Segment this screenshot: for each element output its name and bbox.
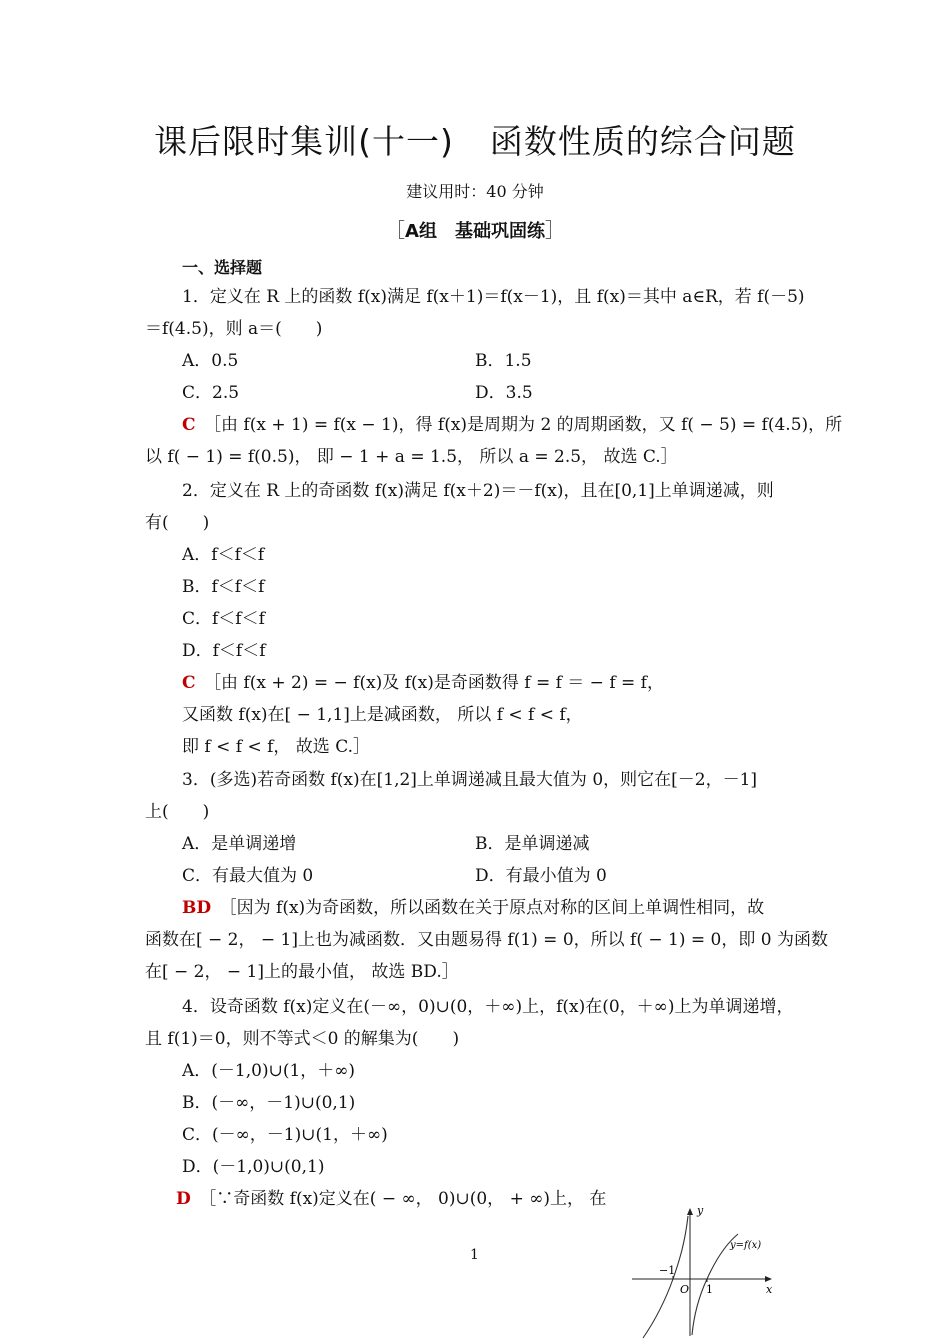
- q1-option-c: C．2.5: [182, 383, 240, 403]
- q4-line1: 4．设奇函数 f(x)定义在(－∞，0)∪(0，＋∞)上，f(x)在(0，＋∞)上为单调递增，: [182, 997, 794, 1017]
- q3-option-d: D．有最小值为 0: [475, 866, 607, 886]
- page-title: [0, 122, 950, 162]
- q2-option-b: B．f＜f＜f: [182, 577, 265, 597]
- q2-line1: 2．定义在 R 上的奇函数 f(x)满足 f(x＋2)＝－f(x)，且在[0,1]上单调递减，则: [182, 481, 774, 501]
- q2-option-d: D．f＜f＜f: [182, 641, 266, 661]
- q2-option-c: C．f＜f＜f: [182, 609, 265, 629]
- q1-option-b: B．1.5: [475, 351, 532, 371]
- q4-option-a: A．(－1,0)∪(1，＋∞): [182, 1061, 356, 1081]
- one-label: 1: [706, 1283, 713, 1296]
- answer-letter: D: [176, 1189, 191, 1209]
- title-topic: 函数性质的综合问题: [489, 122, 796, 161]
- a1-line2: 以 f( − 1) = f(0.5)， 即 − 1 + a = 1.5， 所以 a = 2.5， 故选 C.］: [145, 447, 678, 467]
- a3-line1: [182, 898, 764, 918]
- a3-line3: 在[ − 2， − 1]上的最小值， 故选 BD.］: [145, 962, 459, 982]
- y-axis-arrow: [687, 1208, 693, 1215]
- time-note: 建议用时：40 分钟: [406, 182, 544, 201]
- a3-text1: ［因为 f(x)为奇函数，所以函数在关于原点对称的区间上单调性相同，故: [228, 898, 765, 918]
- q4-option-b: B．(－∞，－1)∪(0,1): [182, 1093, 356, 1113]
- origin-label: O: [680, 1283, 690, 1296]
- x-label: x: [766, 1283, 773, 1296]
- q3-option-c: C．有最大值为 0: [182, 866, 314, 886]
- q1-option-a: A．0.5: [182, 351, 239, 371]
- q2-option-a: A．f＜f＜f: [182, 545, 265, 565]
- y-label: y: [697, 1204, 704, 1217]
- curve-left: [643, 1216, 688, 1338]
- bracket-left: ［: [385, 218, 406, 242]
- q1-option-d: D．3.5: [475, 383, 533, 403]
- answer-letter: C: [182, 415, 196, 435]
- a2-line1: [182, 673, 664, 693]
- q3-option-a: A．是单调递增: [182, 834, 297, 854]
- a2-text1: ［由 f(x + 2) = − f(x)及 f(x)是奇函数得 f = f ＝ − f = f，: [212, 673, 664, 693]
- a2-line2: 又函数 f(x)在[ − 1,1]上是减函数， 所以 f < f < f，: [182, 705, 583, 725]
- q3-option-b: B．是单调递减: [475, 834, 590, 854]
- a2-line3: 即 f < f < f， 故选 C.］: [182, 737, 370, 757]
- page-number: 1: [470, 1247, 479, 1263]
- q2-line2: 有( ): [145, 513, 210, 533]
- section-heading: 一、选择题: [182, 258, 263, 277]
- a3-line2: 函数在[ − 2， − 1]上也为减函数．又由题易得 f(1) = 0，所以 f( − 1) = 0，即 0 为函数: [145, 930, 828, 950]
- title-main: 课后限时集训(十一): [154, 122, 454, 161]
- group-heading: [0, 219, 950, 243]
- a4-line1: [176, 1189, 606, 1209]
- answer-letter: BD: [182, 898, 212, 918]
- bracket-right: ］: [544, 218, 565, 242]
- q4-option-d: D．(－1,0)∪(0,1): [182, 1157, 325, 1177]
- function-graph: [628, 1204, 778, 1340]
- q4-line2: 且 f(1)＝0，则不等式＜0 的解集为( ): [145, 1029, 460, 1049]
- curve-label: y=f(x): [730, 1240, 762, 1251]
- answer-letter: C: [182, 673, 196, 693]
- a4-text1: ［∵奇函数 f(x)定义在( − ∞， 0)∪(0， + ∞)上， 在: [207, 1189, 607, 1209]
- a1-text1: ［由 f(x + 1) = f(x − 1)，得 f(x)是周期为 2 的周期函数，又 f( − 5) = f(4.5)，所: [212, 415, 843, 435]
- q1-line1: 1．定义在 R 上的函数 f(x)满足 f(x＋1)＝f(x－1)，且 f(x)＝其中 a∈R，若 f(－5): [182, 287, 805, 307]
- a1-line1: [182, 415, 842, 435]
- q1-line2: ＝f(4.5)，则 a＝( ): [145, 319, 323, 339]
- q3-line1: 3．(多选)若奇函数 f(x)在[1,2]上单调递减且最大值为 0，则它在[－2，－1]: [182, 770, 758, 790]
- group-label: A组 基础巩固练: [405, 221, 545, 242]
- x-axis-arrow: [765, 1276, 772, 1282]
- q4-option-c: C．(－∞，－1)∪(1，＋∞): [182, 1125, 388, 1145]
- neg-one-label: −1: [659, 1264, 676, 1277]
- q3-line2: 上( ): [145, 802, 210, 822]
